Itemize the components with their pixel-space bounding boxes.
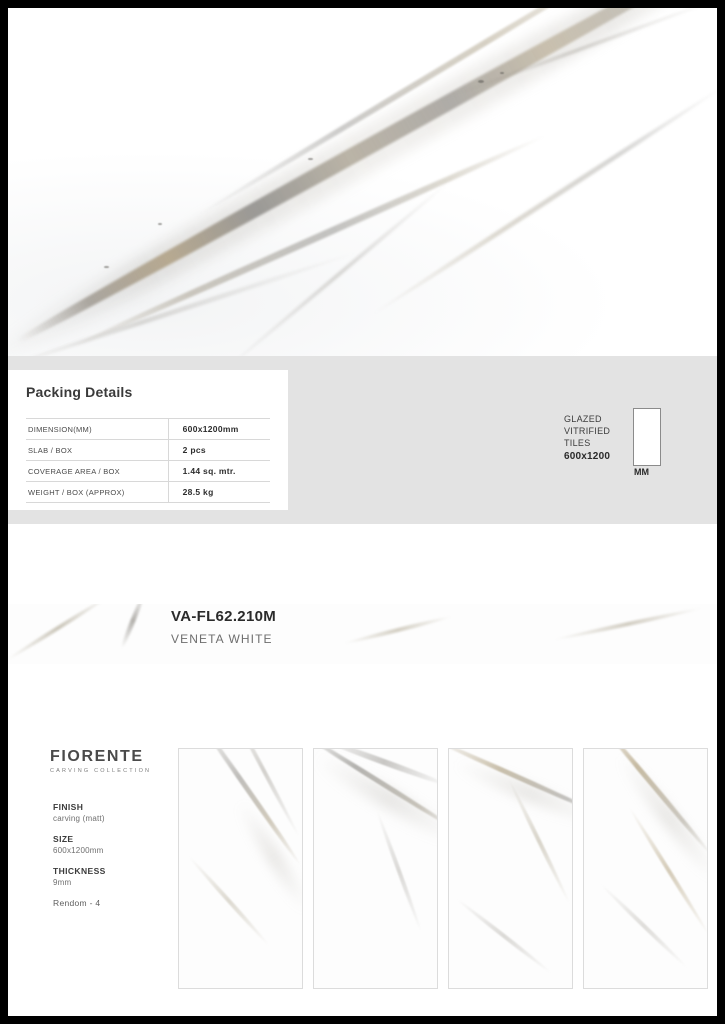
swatch-4: [583, 748, 708, 989]
table-row: [26, 440, 270, 461]
strip-vein: [344, 615, 452, 645]
swatch-vein: [187, 855, 270, 947]
spec-size-label: SIZE: [53, 834, 74, 844]
packing-details-title: Packing Details: [26, 384, 133, 400]
product-details-section: [8, 724, 717, 1016]
packing-row-value: 600x1200mm: [168, 419, 270, 440]
brand-name: FIORENTE: [50, 748, 144, 765]
spec-finish: [53, 802, 105, 823]
spec-thickness-value: 9mm: [53, 878, 72, 887]
hero-speck: [104, 266, 109, 268]
glazed-line-1: GLAZED: [564, 414, 602, 424]
swatch-vein: [455, 897, 552, 974]
spec-thickness-label: THICKNESS: [53, 866, 106, 876]
spec-thickness: [53, 866, 106, 887]
marble-tile-hero-image: [8, 8, 717, 356]
strip-vein: [119, 604, 146, 649]
tile-shape-icon: [633, 408, 661, 466]
swatch-vein-halo: [613, 749, 708, 886]
swatch-vein: [195, 748, 302, 867]
brand-tagline: CARVING COLLECTION: [50, 768, 152, 774]
spec-size-value: 600x1200mm: [53, 846, 104, 855]
packing-row-value: 2 pcs: [168, 440, 270, 461]
product-code: VA-FL62.210M: [171, 608, 277, 625]
spec-finish-label: FINISH: [53, 802, 84, 812]
packing-details-table: [26, 418, 270, 503]
table-row: [26, 482, 270, 503]
strip-vein: [8, 604, 110, 661]
swatch-vein-halo: [313, 748, 438, 850]
glazed-size-value: 600x1200: [564, 450, 611, 462]
glazed-line-2: VITRIFIED: [564, 425, 611, 436]
hero-speck: [158, 223, 162, 225]
packing-row-value: 1.44 sq. mtr.: [168, 461, 270, 482]
random-face-note: Rendom - 4: [53, 898, 101, 908]
packing-details-card: [8, 370, 288, 510]
packing-details-band: [8, 356, 717, 524]
swatch-vein: [227, 748, 301, 838]
strip-marble-texture: [8, 604, 717, 664]
hero-speck: [500, 72, 504, 74]
packing-row-label: COVERAGE AREA / BOX: [26, 461, 168, 482]
packing-row-label: SLAB / BOX: [26, 440, 168, 461]
brand-logo: [50, 748, 151, 774]
spec-size: [53, 834, 103, 855]
swatch-vein: [599, 883, 688, 969]
swatch-3: [448, 748, 573, 989]
hero-speck: [478, 80, 484, 83]
strip-vein: [554, 606, 702, 641]
glazed-vitrified-info: [564, 414, 684, 477]
catalog-page: [8, 8, 717, 1016]
swatch-2: [313, 748, 438, 989]
hero-speck: [308, 158, 313, 160]
table-row: [26, 419, 270, 440]
glazed-size-unit: MM: [634, 467, 649, 477]
swatch-1: [178, 748, 303, 989]
glazed-line-3: TILES: [564, 437, 591, 448]
table-row: [26, 461, 270, 482]
product-name: VENETA WHITE: [171, 632, 273, 646]
spec-finish-value: carving (matt): [53, 814, 105, 823]
packing-row-label: DIMENSION(MM): [26, 419, 168, 440]
product-name-strip: [8, 524, 717, 724]
packing-row-value: 28.5 kg: [168, 482, 270, 503]
packing-row-label: WEIGHT / BOX (APPROX): [26, 482, 168, 503]
tile-swatch-gallery: [178, 748, 708, 989]
swatch-vein: [375, 809, 423, 933]
